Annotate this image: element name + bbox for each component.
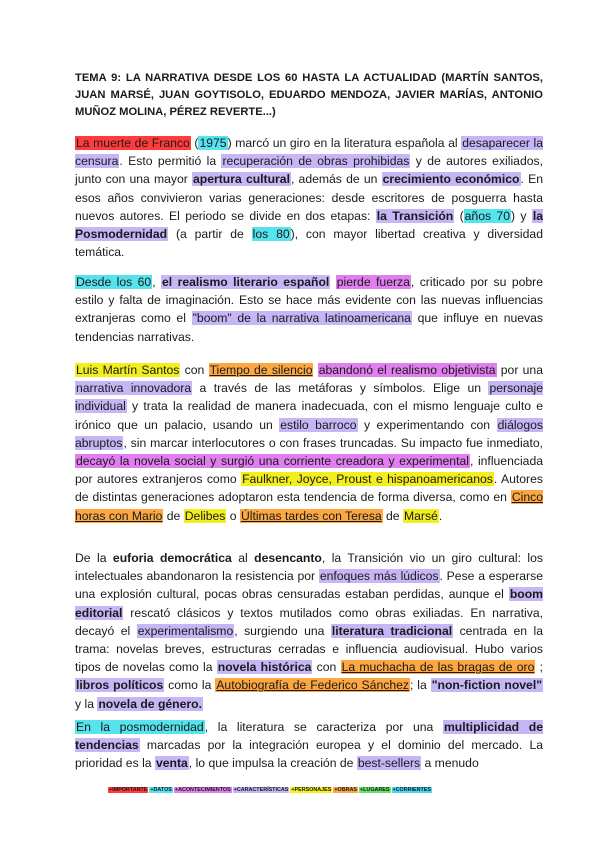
text: , criticado por su pobre estilo y falta de imaginación. Esto se hace más evidente con las nuevas influencias extranjeras como el [75, 275, 543, 326]
text: , la Transición vio un giro cultural: los intelectuales abandonaron la resistencia por [75, 551, 543, 584]
bold-term: euforia democrática [112, 551, 232, 565]
text: al [231, 551, 255, 565]
paragraph-franco [75, 134, 543, 261]
text: ), con mayor libertad creativa y diversidad temática. [75, 227, 543, 260]
text: , además de un [290, 172, 382, 187]
legend-features: +CARACTERÍSTICAS [233, 787, 289, 793]
hl-date: En la posmodernidad [76, 720, 204, 734]
text: y trata la realidad de manera inadecuada, con el mismo lenguaje culto e irónico que un palacio, usando un [75, 399, 543, 432]
text: o [226, 508, 240, 523]
hl-event: abandonó el realismo objetivista [318, 363, 496, 377]
text: . Esto permitió la [119, 154, 222, 169]
text: . Pese a esperarse una explosión cultural, pocas obras censuradas estaban perdidas, aunque el [75, 569, 543, 602]
hl-date: años 70 [464, 208, 510, 223]
hl-character: Delibes [184, 508, 226, 523]
legend-works: +OBRAS [334, 787, 357, 793]
hl-feature: libros políticos [76, 678, 164, 693]
hl-date: 1975 [199, 136, 227, 150]
text: a menudo [421, 756, 479, 771]
legend-places: +LUGARES [359, 787, 390, 793]
hl-feature: "non-fiction novel" [431, 678, 542, 693]
hl-feature: experimentalismo [137, 623, 234, 638]
text: rescató clásicos y textos mutilados como obras exiliadas. En narrativa, decayó el [75, 605, 543, 638]
text: como la [164, 678, 216, 693]
hl-feature: el realismo literario español [162, 275, 330, 289]
text: , la literatura se caracteriza por una [204, 720, 443, 734]
hl-work: Últimas tardes con Teresa [240, 508, 382, 523]
text: ( [454, 208, 464, 223]
hl-feature: novela de género. [98, 696, 202, 711]
text: De la [75, 551, 113, 565]
hl-feature: venta [155, 756, 188, 771]
hl-feature: apertura cultural [193, 172, 290, 187]
text: ( [190, 136, 199, 150]
hl-feature: diálogos abruptos [75, 417, 543, 450]
hl-work: Tiempo de silencio [209, 363, 313, 377]
text: marcadas por la integración europea y el dominio del mercado. La prioridad es la [75, 738, 543, 771]
text: . [438, 508, 443, 523]
hl-feature: estilo barroco [280, 417, 357, 432]
text: ) y [510, 208, 532, 223]
hl-feature: narrativa innovadora [76, 381, 192, 396]
paragraph-posmodernidad [75, 718, 543, 773]
hl-feature: recuperación de obras prohibidas [222, 154, 410, 169]
legend-important: +IMPORTANTE [109, 787, 148, 793]
hl-feature: desaparecer la censura [75, 136, 544, 169]
text: , sin marcar interlocutores o con frases truncadas. Su impacto fue inmediato, [123, 435, 543, 450]
legend-characters: +PERSONAJES [291, 787, 332, 793]
hl-feature: la Posmodernidad [75, 208, 543, 242]
text: a través de las metáforas y símbolos. Elige un [192, 381, 489, 396]
hl-work: Autobiografía de Federico Sánchez [216, 678, 409, 693]
hl-important: La muerte de Franco [76, 136, 190, 150]
hl-character: Faulkner, Joyce, Proust e hispanoamericanos [242, 472, 493, 487]
hl-feature: enfoques más lúdicos [319, 569, 439, 584]
hl-work: La muchacha de las bragas de oro [341, 660, 535, 675]
hl-feature: best-sellers [357, 756, 421, 771]
paragraph-realism [75, 273, 543, 346]
hl-character: Luis Martín Santos [76, 363, 180, 377]
hl-feature: la Transición [376, 208, 454, 223]
hl-feature: "boom" de la narrativa latinoamericana [192, 311, 411, 326]
legend-data: +DATOS [150, 787, 172, 793]
hl-feature: novela histórica [217, 660, 312, 675]
text: que influye en nuevas tendencias narrativas. [75, 311, 543, 344]
hl-date: Desde los 60 [76, 275, 152, 289]
text: con [312, 660, 341, 675]
text: (a partir de [168, 227, 252, 242]
hl-feature: literatura tradicional [331, 623, 453, 638]
text: de [163, 508, 184, 523]
text: ; [535, 660, 543, 675]
text: . Autores de distintas generaciones adoptaron esta tendencia de forma diversa, como en [75, 472, 543, 505]
legend-events: +ACONTECIMIENTOS [174, 787, 231, 793]
hl-work: Cinco horas con Mario [75, 490, 543, 523]
text: de [382, 508, 403, 523]
hl-event: pierde fuerza [336, 275, 410, 289]
hl-feature: crecimiento económico [382, 172, 520, 187]
paragraph-transicion [75, 549, 543, 713]
text: , lo que impulsa la creación de [188, 756, 357, 771]
text: . En esos años convivieron varias generaciones: desde escritores de posguerra hasta nuevos autores. El periodo se divide en dos etapas: [75, 172, 543, 223]
legend-currents: +CORRIENTES [392, 787, 431, 793]
bold-term: desencanto [254, 551, 322, 565]
hl-feature: multiplicidad de tendencias [75, 720, 543, 753]
hl-date: los 80 [252, 227, 290, 242]
color-legend [108, 786, 508, 794]
hl-feature: boom editorial [75, 587, 543, 620]
text: ) marcó un giro en la literatura española al [227, 136, 462, 150]
text: , surgiendo una [234, 623, 331, 638]
text: y la [75, 696, 98, 711]
paragraph-martin-santos [75, 361, 543, 525]
hl-feature: personaje individual [75, 381, 543, 414]
text: y experimentando con [357, 417, 497, 432]
document-title: TEMA 9: LA NARRATIVA DESDE LOS 60 HASTA LA ACTUALIDAD (MARTÍN SANTOS, JUAN MARSÉ, JUAN GOYTISOLO, EDUARDO MENDOZA, JAVIER MARÍAS, ANTONIO MUÑOZ MOLINA, PÉREZ REVERTE...) [75, 72, 543, 118]
hl-character: Marsé [403, 508, 438, 523]
text: con [180, 363, 209, 377]
text: por una [496, 363, 543, 377]
text [330, 275, 335, 289]
text: , influenciada por autores extranjeros como [75, 454, 543, 487]
text: y de autores exiliados, junto con una mayor [75, 154, 543, 187]
text: ; la [409, 678, 431, 693]
text: , [152, 275, 162, 289]
hl-event: decayó la novela social y surgió una corriente creadora y experimental [76, 454, 469, 469]
text: centrada en la trama: novelas breves, estructuras cerradas e influencia audiovisual. Hubo varios tipos de novelas como la [75, 623, 543, 675]
